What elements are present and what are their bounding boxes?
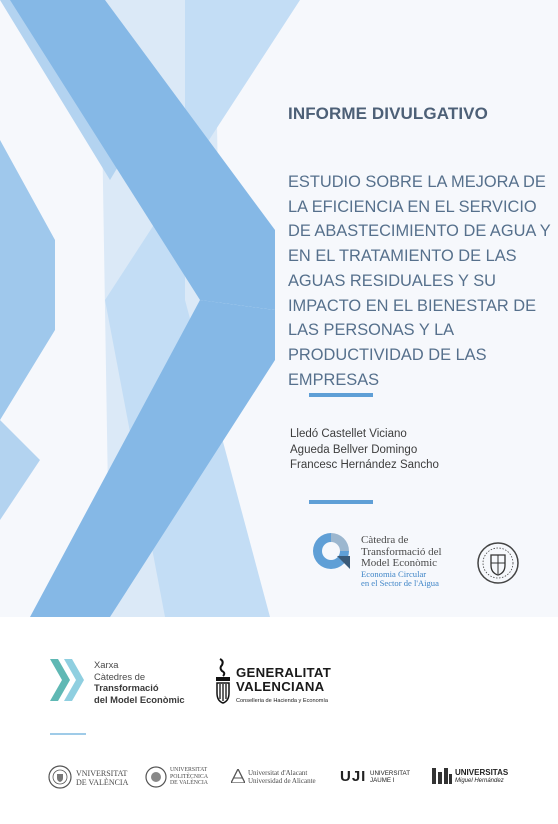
catedra-name: Càtedra de Transformació del Model Econòmic [361, 534, 442, 569]
logo-universitat-valencia: VNIVERSITAT DE VALÈNCIA [48, 764, 128, 790]
generalitat-name: GENERALITAT VALENCIANA [236, 665, 332, 694]
author-name: Francesc Hernández Sancho [290, 459, 439, 471]
xarxa-name: Xarxa Càtedres de Transformació del Model Econòmic [94, 659, 185, 705]
author-name: Agueda Bellver Domingo [290, 443, 418, 456]
logo-universitat-politecnica: UNIVERSITAT POLITÈCNICA DE VALÈNCIA [145, 764, 217, 790]
title-divider [309, 393, 373, 397]
logo-universitat-jaume: UJI UNIVERSITAT JAUME I [340, 768, 410, 785]
logo-universitat-alacant: Universitat d'Alacant Universidad de Alicante [231, 764, 323, 790]
catedra-subtitle: Economia Circular en el Sector de l'Aigua [361, 569, 439, 588]
report-title: ESTUDIO SOBRE LA MEJORA DE LA EFICIENCIA EN EL SERVICIO DE ABASTECIMIENTO DE AGUA Y EN EL TRATAMIENTO DE LAS AGUAS RESIDUALES Y SU IMPACTO EN EL BIENESTAR DE LAS PERSONAS Y LA PRODUCTIVIDAD DE LAS EMPRESAS [288, 173, 551, 389]
xarxa-logo-icon [50, 657, 88, 703]
generalitat-emblem-icon [214, 657, 234, 705]
footer-divider [50, 733, 86, 735]
authors-divider [309, 500, 373, 504]
conselleria-name: Conselleria de Hacienda y Economía [236, 698, 329, 704]
university-seal-icon [476, 541, 520, 585]
logo-universitas-miguel-hernandez: UNIVERSITAS Miguel Hernández [432, 764, 516, 790]
umh-logo-icon [432, 768, 452, 784]
university-logos [48, 764, 518, 790]
uv-seal-icon [48, 765, 72, 789]
author-name: Lledó Castellet Viciano [290, 428, 407, 440]
ua-logo-icon [231, 769, 245, 783]
upv-seal-icon [145, 766, 167, 788]
sponsor-logos [50, 657, 370, 709]
catedra-logo-icon [310, 530, 352, 572]
author-list [290, 427, 439, 474]
document-type: INFORME DIVULGATIVO [288, 104, 488, 123]
